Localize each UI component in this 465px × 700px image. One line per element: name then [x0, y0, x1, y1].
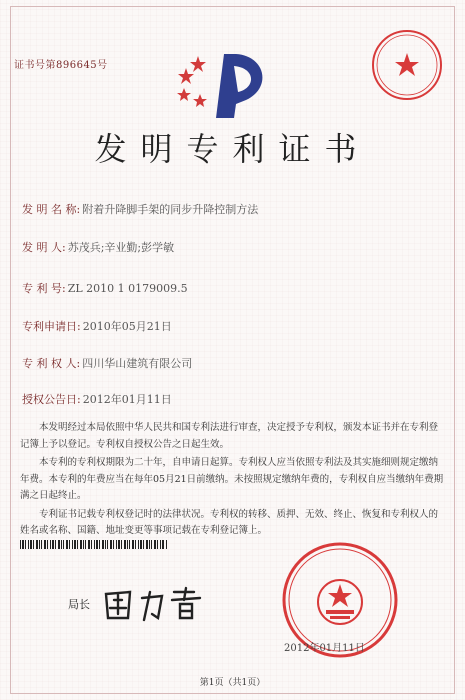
certificate-title: 发明专利证书 — [94, 130, 371, 168]
certificate-number: 证书号第896645号 — [14, 60, 108, 71]
field-inventors — [22, 239, 174, 255]
field-value: 四川华山建筑有限公司 — [82, 357, 193, 370]
field-label: 专 利 号: — [22, 282, 66, 295]
director-signature-icon — [100, 584, 220, 626]
field-label: 发 明 名 称: — [22, 203, 81, 216]
field-value: ZL 2010 1 0179009.5 — [67, 282, 188, 295]
field-value: 2012年01月11日 — [82, 393, 172, 406]
field-invention-name — [22, 201, 258, 217]
director-label: 局长 — [68, 598, 90, 611]
agency-seal-icon — [369, 27, 445, 103]
seal-date: 2012年01月11日 — [284, 643, 365, 654]
field-patentee — [22, 355, 192, 371]
certificate-body — [20, 420, 445, 542]
body-paragraph: 专利证书记载专利权登记时的法律状况。专利权的转移、质押、无效、终止、恢复和专利权人的姓名或名称、国籍、地址变更等事项记载在专利登记簿上。 — [20, 508, 439, 536]
field-label: 发 明 人: — [22, 241, 66, 254]
field-value: 2010年05月21日 — [82, 320, 172, 333]
field-grant-date — [22, 391, 172, 407]
field-patent-number — [22, 280, 188, 296]
field-value: 苏茂兵;辛业勤;彭学敏 — [67, 241, 175, 254]
field-label: 专 利 权 人: — [22, 357, 81, 370]
body-paragraph: 本专利的专利权期限为二十年，自申请日起算。专利权人应当依照专利法及其实施细则规定缴纳年费。本专利的年费应当在每年05月21日前缴纳。未按照规定缴纳年费的，专利权自应当缴纳年费期满之日起终止。 — [20, 457, 444, 501]
field-label: 专利申请日: — [22, 320, 81, 333]
patent-office-logo-icon — [176, 48, 286, 120]
body-paragraph: 本发明经过本局依照中华人民共和国专利法进行审查，决定授予专利权，颁发本证书并在专利登记簿上予以登记。专利权自授权公告之日起生效。 — [20, 422, 439, 450]
field-label: 授权公告日: — [22, 393, 81, 406]
page-footer: 第1页（共1页） — [199, 678, 266, 688]
field-application-date — [22, 318, 172, 334]
field-value: 附着升降脚手架的同步升降控制方法 — [82, 203, 259, 216]
barcode-icon — [20, 540, 170, 549]
